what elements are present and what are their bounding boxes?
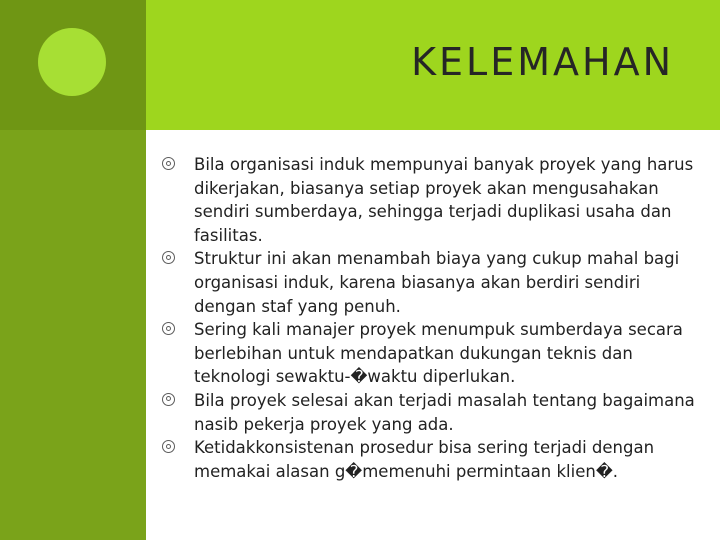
bullet-list xyxy=(162,153,697,483)
circled-dot-icon xyxy=(162,322,175,335)
slide-title: KELEMAHAN xyxy=(411,40,674,84)
bullet-text: Ketidakkonsistenan prosedur bisa sering terjadi dengan memakai alasan g�memenuhi permintaan klien�. xyxy=(194,438,655,481)
decorative-circle-icon xyxy=(38,28,106,96)
bullet-item xyxy=(162,247,697,318)
circled-dot-icon xyxy=(162,393,175,406)
bullet-item xyxy=(162,153,697,247)
circled-dot-icon xyxy=(162,157,175,170)
bullet-item xyxy=(162,436,697,483)
bullet-item xyxy=(162,389,697,436)
bullet-text: Bila organisasi induk mempunyai banyak proyek yang harus dikerjakan, biasanya setiap proyek akan mengusahakan sendiri sumberdaya, sehingga terjadi duplikasi usaha dan fasilitas. xyxy=(194,155,694,245)
bullet-text: Struktur ini akan menambah biaya yang cukup mahal bagi organisasi induk, karena biasanya akan berdiri sendiri dengan staf yang penuh. xyxy=(194,249,680,316)
circled-dot-icon xyxy=(162,440,175,453)
bullet-text: Sering kali manajer proyek menumpuk sumberdaya secara berlebihan untuk mendapatkan dukungan teknis dan teknologi sewaktu-�waktu diperlukan. xyxy=(194,320,683,387)
circled-dot-icon xyxy=(162,251,175,264)
bullet-item xyxy=(162,318,697,389)
bullet-text: Bila proyek selesai akan terjadi masalah tentang bagaimana nasib pekerja proyek yang ada. xyxy=(194,390,695,434)
